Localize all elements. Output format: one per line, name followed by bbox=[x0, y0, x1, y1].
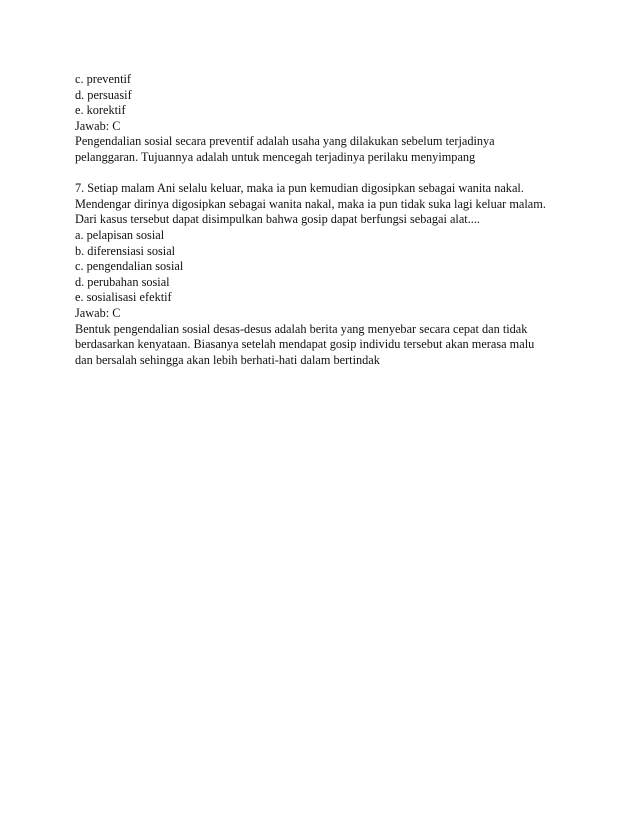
option-d: d. persuasif bbox=[75, 87, 132, 102]
question-text-line: Dari kasus tersebut dapat disimpulkan bahwa gosip dapat berfungsi sebagai alat.... bbox=[75, 212, 481, 227]
explanation-line: pelanggaran. Tujuannya adalah untuk mencegah terjadinya perilaku menyimpang bbox=[75, 149, 476, 164]
answer-label: Jawab: C bbox=[75, 305, 121, 320]
document-body bbox=[75, 72, 575, 368]
explanation-line: dan bersalah sehingga akan lebih berhati-hati dalam bertindak bbox=[75, 352, 380, 367]
question-text-line: 7. Setiap malam Ani selalu keluar, maka ia pun kemudian digosipkan sebagai wanita nakal. bbox=[75, 181, 524, 196]
explanation-line: Bentuk pengendalian sosial desas-desus adalah berita yang menyebar secara cepat dan tidak bbox=[75, 321, 528, 336]
option-e: e. korektif bbox=[75, 103, 126, 118]
option-b: b. diferensiasi sosial bbox=[75, 243, 176, 258]
explanation-line: berdasarkan kenyataan. Biasanya setelah mendapat gosip individu tersebut akan merasa malu bbox=[75, 337, 535, 352]
explanation-line: Pengendalian sosial secara preventif adalah usaha yang dilakukan sebelum terjadinya bbox=[75, 134, 495, 149]
option-c: c. pengendalian sosial bbox=[75, 259, 184, 274]
option-d: d. perubahan sosial bbox=[75, 274, 170, 289]
option-e: e. sosialisasi efektif bbox=[75, 290, 172, 305]
paragraph-gap bbox=[75, 166, 575, 182]
option-a: a. pelapisan sosial bbox=[75, 227, 165, 242]
answer-label: Jawab: C bbox=[75, 118, 121, 133]
question-text-line: Mendengar dirinya digosipkan sebagai wanita nakal, maka ia pun tidak suka lagi keluar malam. bbox=[75, 196, 546, 211]
question-6-continuation bbox=[75, 72, 575, 166]
question-7 bbox=[75, 181, 575, 368]
option-c: c. preventif bbox=[75, 72, 131, 86]
